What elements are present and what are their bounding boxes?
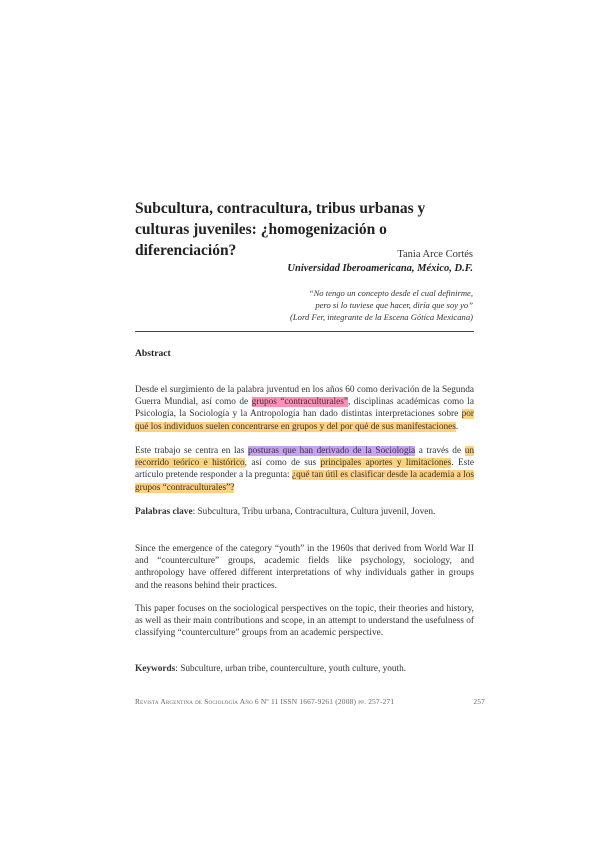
highlight-orange[interactable]: ¿qué tan útil es clasificar desde la academia a los grupos “contraculturales”? <box>135 470 475 493</box>
page-number: 257 <box>473 697 485 706</box>
abstract-paragraph-es-2 <box>135 445 474 494</box>
journal-citation: Revista Argentina de Sociología Año 6 Nº 11 ISSN 1667-9261 (2008) pp. 257-271 <box>135 697 395 706</box>
article-title: Subcultura, contracultura, tribus urbanas y culturas juveniles: ¿homogenización o diferenciación? <box>135 200 426 259</box>
text-run: , así como de sus <box>244 458 321 469</box>
epigraph-line: “No tengo un concepto desde el cual definirme, <box>308 288 473 298</box>
highlight-orange[interactable]: un recorrido teórico e histórico <box>135 446 474 469</box>
section-divider <box>135 331 474 332</box>
text-run: , disciplinas académicas como la Psicología, la Sociología y la Antropología han dado distintas interpretaciones sobre <box>135 397 474 420</box>
highlight-orange[interactable]: por qué los individuos suelen concentrarse en grupos y del por qué de sus manifestaciones <box>135 409 474 432</box>
epigraph-attribution: (Lord Fer, integrante de la Escena Gótica Mexicana) <box>290 312 473 322</box>
abstract-paragraph-en-2: This paper focuses on the sociological perspectives on the topic, their theories and history, as well as their main contributions and scope, in an attempt to understand the usefulness of classifying “counterculture” groups from an academic perspective. <box>135 604 474 639</box>
keywords-es-text: : Subcultura, Tribu urbana, Contracultura, Cultura juvenil, Joven. <box>192 507 436 517</box>
abstract-paragraph-en-1: Since the emergence of the category “youth” in the 1960s that derived from World War II and “counterculture” groups, academic fields like psychology, sociology, and anthropology have offered different interpretations of why individuals gather in groups and the reasons behind their practices. <box>135 544 474 591</box>
text-run: . <box>455 421 459 432</box>
text-run: Este trabajo se centra en las <box>135 446 248 456</box>
author-affiliation: Universidad Iberoamericana, México, D.F. <box>287 263 473 274</box>
keywords-en <box>135 663 474 675</box>
keywords-es-label: Palabras clave <box>135 507 193 517</box>
highlight-orange[interactable]: principales aportes y limitaciones <box>320 458 452 469</box>
epigraph <box>213 287 473 323</box>
keywords-en-label: Keywords <box>135 664 176 674</box>
page-footer <box>135 697 485 706</box>
highlight-pink[interactable]: grupos “contraculturales” <box>251 397 348 408</box>
keywords-en-text: : Subculture, urban tribe, counterculture, youth culture, youth. <box>175 664 407 674</box>
abstract-paragraph-es-1 <box>135 384 474 433</box>
abstract-heading: Abstract <box>135 348 171 359</box>
highlight-purple[interactable]: posturas que han derivado de la Sociología <box>247 446 416 456</box>
text-run: a través de <box>415 446 465 456</box>
epigraph-line: pero si lo tuviese que hacer, diría que soy yo” <box>315 300 473 310</box>
keywords-es <box>135 506 474 518</box>
text-run: Desde el surgimiento de la palabra juventud en los años 60 como derivación de la Segunda Guerra Mundial, así como de <box>135 385 474 408</box>
text-run: . Este artículo pretende responder a la pregunta: <box>135 458 475 481</box>
author-name: Tania Arce Cortés <box>397 249 473 260</box>
